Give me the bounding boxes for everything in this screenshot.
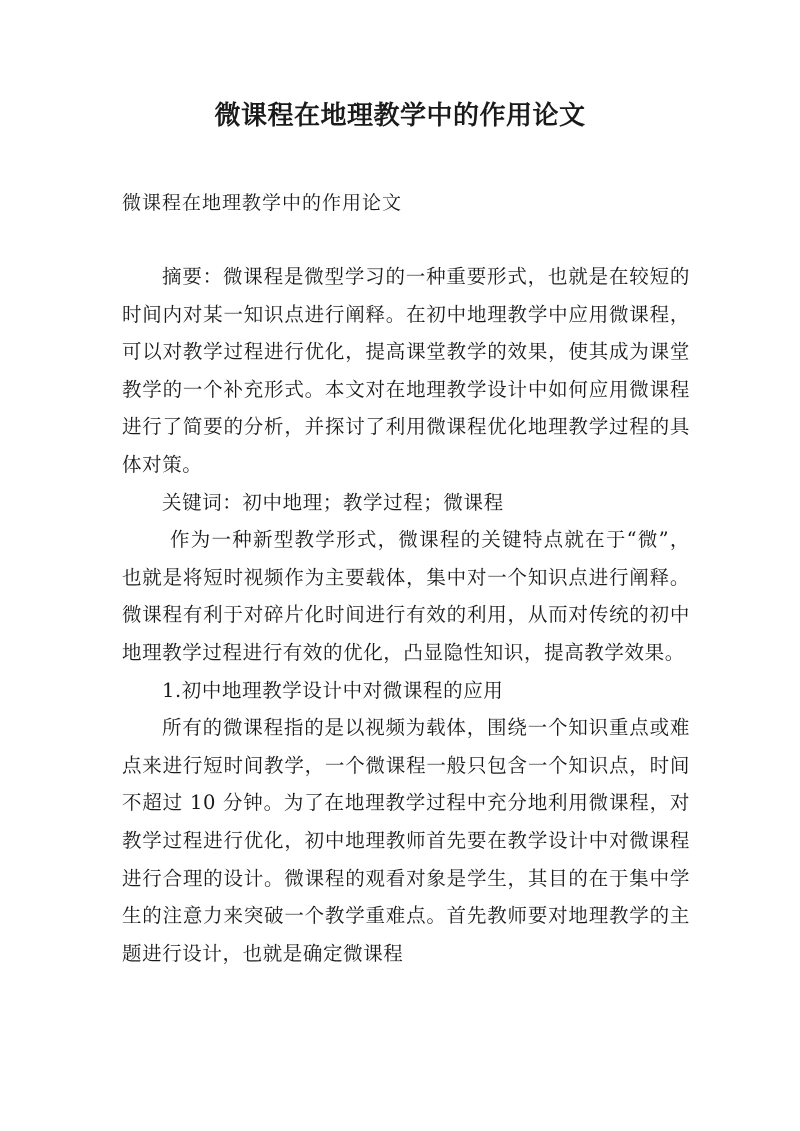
intro-paragraph: 作为一种新型教学形式，微课程的关键特点就在于“微”，也就是将短时视频作为主要载体，集中对一个知识点进行阐释。微课程有利于对碎片化时间进行有效的利用，从而对传统的初中地理教学过程进行有效的优化，凸显隐性知识，提高教学效果。 xyxy=(122,528,690,664)
abstract-paragraph: 摘要：微课程是微型学习的一种重要形式，也就是在较短的时间内对某一知识点进行阐释。在初中地理教学中应用微课程，可以对教学过程进行优化，提高课堂教学的效果，使其成为课堂教学的一个补充形式。本文对在地理教学设计中如何应用微课程进行了简要的分析，并探讨了利用微课程优化地理教学过程的具体对策。 xyxy=(122,265,690,476)
document-subtitle: 微课程在地理教学中的作用论文 xyxy=(122,192,403,214)
body-paragraph: 所有的微课程指的是以视频为载体，围绕一个知识重点或难点来进行短时间教学，一个微课程一般只包含一个知识点，时间不超过 10 分钟。为了在地理教学过程中充分地利用微课程，对教学过程进行优化，初中地理教师首先要在教学设计中对微课程进行合理的设计。微课程的观看对象是学生，其目的在于集中学生的注意力来突破一个教学重难点。首先教师要对地理教学的主题进行设计，也就是确定微课程 xyxy=(122,716,690,965)
section-heading: 1.初中地理教学设计中对微课程的应用 xyxy=(162,678,504,702)
document-body xyxy=(122,258,690,972)
keywords-paragraph: 关键词：初中地理；教学过程；微课程 xyxy=(162,490,504,514)
document-title: 微课程在地理教学中的作用论文 xyxy=(214,101,586,131)
